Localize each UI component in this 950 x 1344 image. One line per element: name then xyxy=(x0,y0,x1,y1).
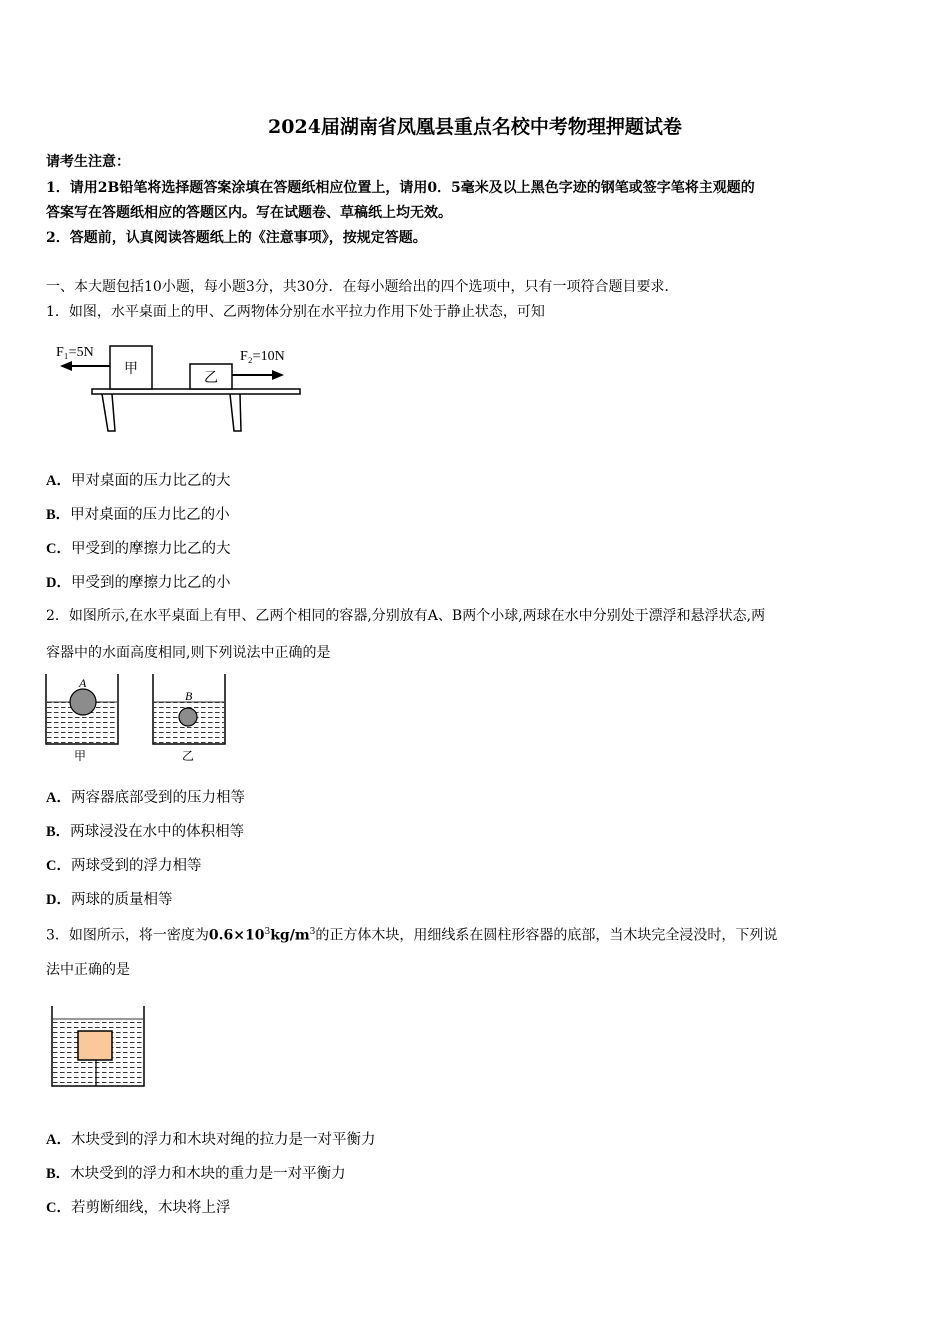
question-1-option-a[interactable]: A．甲对桌面的压力比乙的大 xyxy=(46,473,231,489)
question-2-option-d[interactable]: D．两球的质量相等 xyxy=(46,892,173,908)
ball-a-shape xyxy=(70,689,96,715)
notice-line-2: 答案写在答题纸相应的答题区内。写在试题卷、草稿纸上均无效。 xyxy=(46,205,452,221)
question-1-figure xyxy=(52,338,302,438)
container-left-label: 甲 xyxy=(73,749,87,763)
block-b-label: 乙 xyxy=(204,371,218,386)
section-heading: 一、本大题包括10小题，每小题3分，共30分．在每小题给出的四个选项中，只有一项符合题目要求． xyxy=(46,279,679,295)
block-a-label: 甲 xyxy=(124,362,138,377)
question-3-stem-line-2: 法中正确的是 xyxy=(46,962,130,978)
wood-block-shape xyxy=(78,1031,112,1060)
question-3-option-a[interactable]: A．木块受到的浮力和木块对绳的拉力是一对平衡力 xyxy=(46,1132,376,1148)
arrow-left-icon xyxy=(60,361,72,371)
arrow-right-icon xyxy=(272,370,284,380)
question-1-stem: 1．如图，水平桌面上的甲、乙两物体分别在水平拉力作用下处于静止状态，可知 xyxy=(46,304,545,320)
notice-line-3: 2．答题前，认真阅读答题纸上的《注意事项》，按规定答题。 xyxy=(46,230,427,246)
question-2-option-b[interactable]: B．两球浸没在水中的体积相等 xyxy=(46,824,245,840)
ball-b-shape xyxy=(179,708,197,726)
page-title: 2024届湖南省凤凰县重点名校中考物理押题试卷 xyxy=(268,116,682,138)
question-1-option-c[interactable]: C．甲受到的摩擦力比乙的大 xyxy=(46,541,231,557)
question-1-option-d[interactable]: D．甲受到的摩擦力比乙的小 xyxy=(46,575,231,591)
question-3-figure xyxy=(46,1000,156,1095)
question-3-option-c[interactable]: C．若剪断细线，木块将上浮 xyxy=(46,1200,231,1216)
question-2-stem-line-2: 容器中的水面高度相同,则下列说法中正确的是 xyxy=(46,645,331,661)
container-right-label: 乙 xyxy=(181,749,195,763)
ball-a-label: A xyxy=(79,676,87,690)
notice-heading: 请考生注意： xyxy=(46,154,130,170)
force-2-label: F₂=10N xyxy=(240,349,285,364)
notice-line-1: 1．请用2B铅笔将选择题答案涂填在答题纸相应位置上，请用0．5毫米及以上黑色字迹的钢笔或签字笔将主观题的 xyxy=(46,180,755,196)
question-3-stem-line-1: 3．如图所示，将一密度为$0.6\times 10^3kg/m^3$的正方体木块，用细线系在圆柱形容器的底部，当木块完全浸没时，下列说 xyxy=(46,927,778,944)
question-2-option-a[interactable]: A．两容器底部受到的压力相等 xyxy=(46,790,245,806)
question-2-figure xyxy=(40,670,240,770)
question-3-option-b[interactable]: B．木块受到的浮力和木块的重力是一对平衡力 xyxy=(46,1166,346,1182)
question-1-option-b[interactable]: B．甲对桌面的压力比乙的小 xyxy=(46,507,230,523)
question-2-stem-line-1: 2．如图所示,在水平桌面上有甲、乙两个相同的容器,分别放有A、B两个小球,两球在水中分别处于漂浮和悬浮状态,两 xyxy=(46,608,766,624)
ball-b-label: B xyxy=(185,689,193,703)
question-2-option-c[interactable]: C．两球受到的浮力相等 xyxy=(46,858,202,874)
force-1-label: F₁=5N xyxy=(56,345,94,360)
